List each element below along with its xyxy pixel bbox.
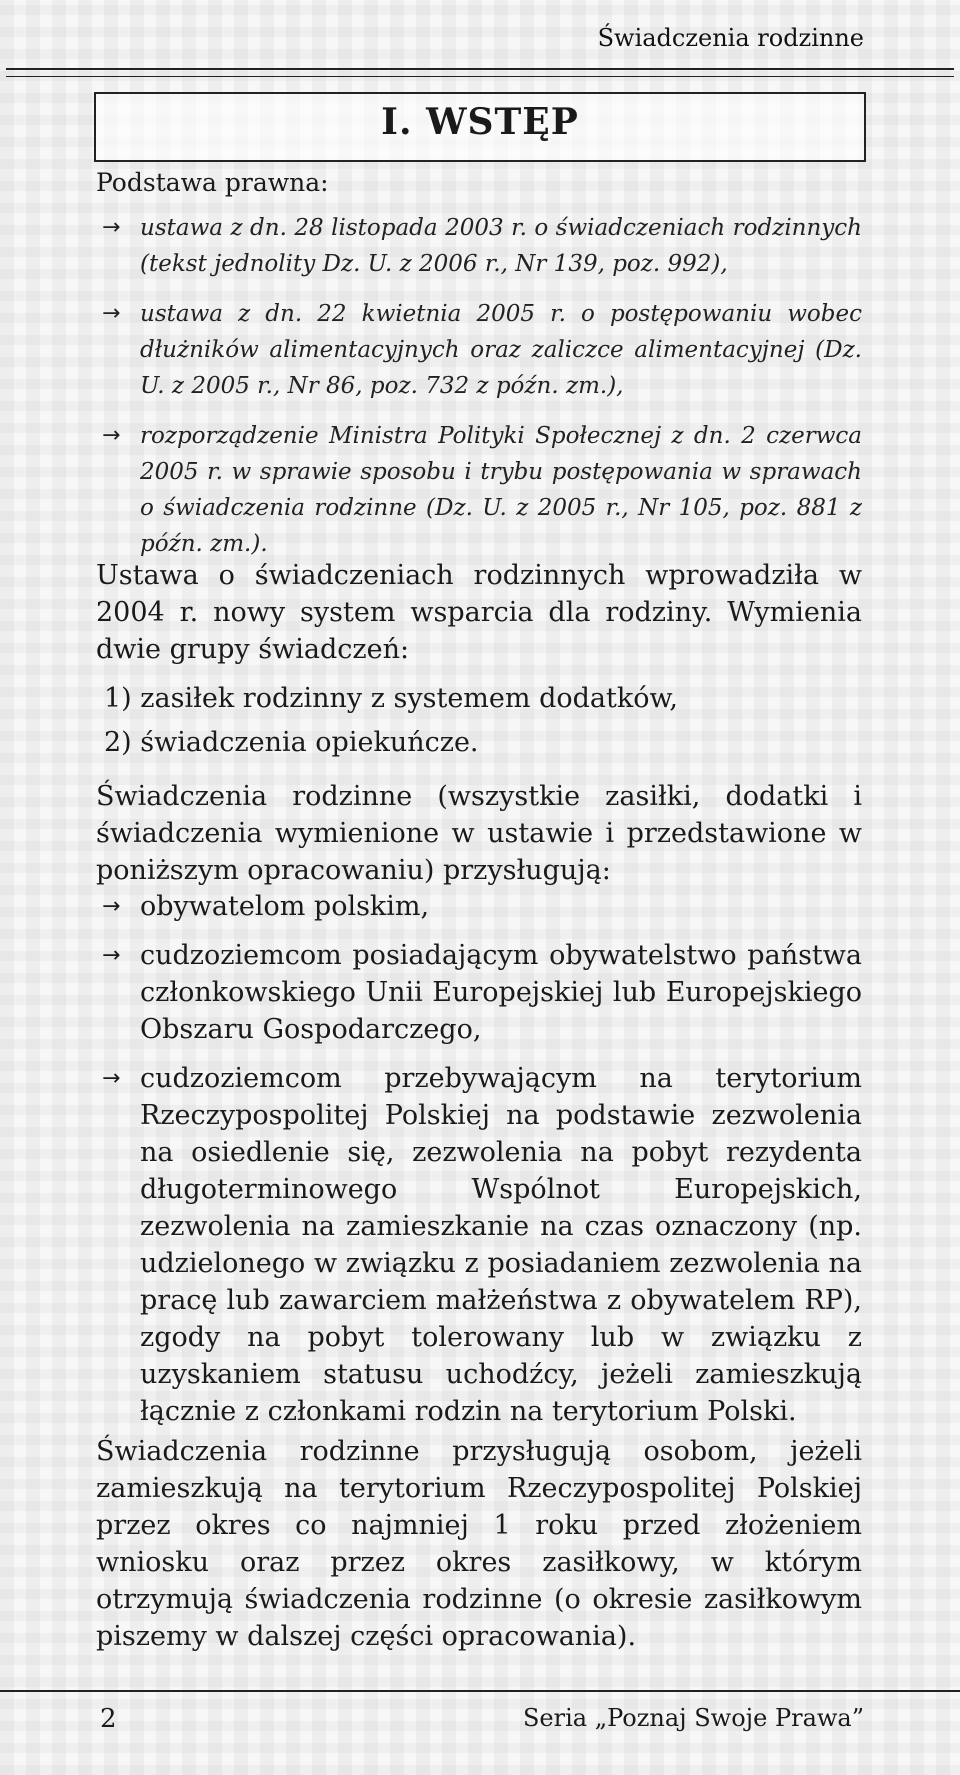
right-arrow-icon: → — [102, 943, 121, 968]
footer-rule — [0, 1690, 960, 1692]
list-item — [96, 1060, 862, 1430]
list-item: 1) zasiłek rodzinny z systemem dodatków, — [104, 683, 678, 714]
right-arrow-icon: → — [102, 423, 121, 448]
legal-basis-label: Podstawa prawna: — [96, 168, 329, 197]
legal-act-text: ustawa z dn. 22 kwietnia 2005 r. o postępowaniu wobec dłużników alimentacyjnych oraz zaliczce alimentacyjnej (Dz. U. z 2005 r., Nr 86, poz. 732 z późn. zm.), — [140, 301, 862, 399]
list-item — [96, 210, 862, 282]
chapter-title-box — [94, 92, 866, 162]
benefit-groups-list — [96, 677, 862, 765]
right-arrow-icon: → — [102, 1066, 121, 1091]
page-number: 2 — [100, 1704, 117, 1734]
list-item — [96, 888, 862, 925]
legal-basis-list — [96, 210, 862, 576]
legal-act-text: rozporządzenie Ministra Polityki Społecznej z dn. 2 czerwca 2005 r. w sprawie sposobu i trybu postępowania w sprawach o świadczenia rodzinne (Dz. U. z 2005 r., Nr 105, poz. 881 z późn. zm.). — [140, 423, 862, 557]
eligible-groups-list — [96, 888, 862, 1442]
eligible-group-text: cudzoziemcom przebywającym na terytorium Rzeczypospolitej Polskiej na podstawie zezwolenia na osiedlenie się, zezwolenia na pobyt rezydenta długoterminowego Wspólnot Europejskich, zezwolenia na zamieszkanie na czas oznaczony (np. udzielonego w związku z posiadaniem zezwolenia na pracę lub zawarciem małżeństwa z obywatelem RP), zgody na pobyt tolerowany lub w związku z uzyskaniem statusu uchodźcy, jeżeli zamieszkują łącznie z członkami rodzin na terytorium Polski. — [140, 1063, 862, 1427]
right-arrow-icon: → — [102, 215, 121, 240]
intro-paragraph: Ustawa o świadczeniach rodzinnych wprowadziła w 2004 r. nowy system wsparcia dla rodziny. Wymienia dwie grupy świadczeń: — [96, 560, 862, 665]
residence-paragraph: Świadczenia rodzinne przysługują osobom, jeżeli zamieszkują na terytorium Rzeczypospolitej Polskiej przez okres co najmniej 1 roku przed złożeniem wniosku oraz przez okres zasiłkowy, w którym otrzymują świadczenia rodzinne (o okresie zasiłkowym piszemy w dalszej części opracowania). — [96, 1436, 862, 1652]
series-title: Seria „Poznaj Swoje Prawa” — [522, 1704, 864, 1732]
legal-act-text: ustawa z dn. 28 listopada 2003 r. o świadczeniach rodzinnych (tekst jednolity Dz. U. z 2006 r., Nr 139, poz. 992), — [140, 215, 862, 277]
eligibility-paragraph: Świadczenia rodzinne (wszystkie zasiłki, dodatki i świadczenia wymienione w ustawie i przedstawione w poniższym opracowaniu) przysługują: — [96, 781, 862, 886]
right-arrow-icon: → — [102, 894, 121, 919]
eligible-group-text: obywatelom polskim, — [140, 891, 430, 922]
list-item: 2) świadczenia opiekuńcze. — [104, 727, 479, 758]
list-item — [96, 937, 862, 1048]
right-arrow-icon: → — [102, 301, 121, 326]
list-item — [96, 296, 862, 404]
header-rule — [6, 68, 954, 77]
list-item — [96, 418, 862, 562]
chapter-title: I. WSTĘP — [381, 101, 579, 143]
running-header: Świadczenia rodzinne — [597, 24, 864, 52]
eligible-group-text: cudzoziemcom posiadającym obywatelstwo państwa członkowskiego Unii Europejskiej lub Europejskiego Obszaru Gospodarczego, — [140, 940, 862, 1045]
